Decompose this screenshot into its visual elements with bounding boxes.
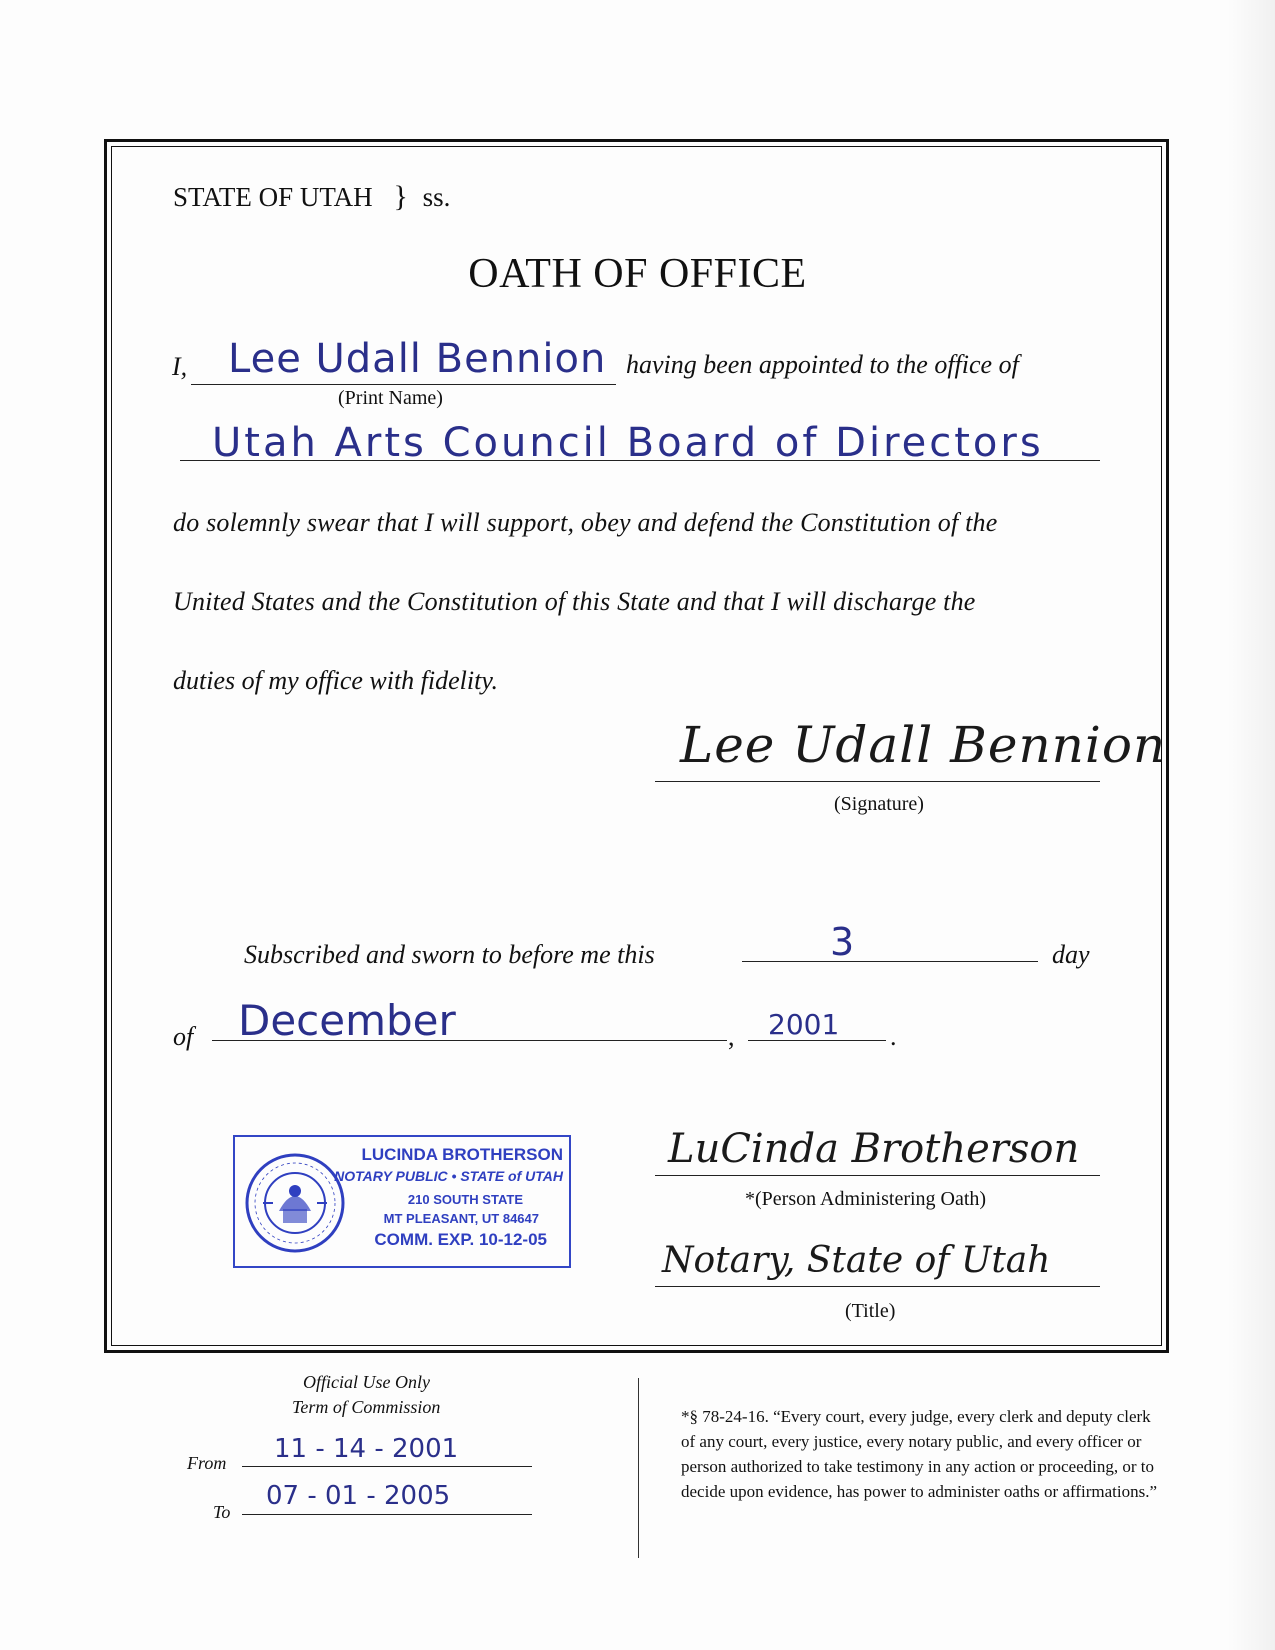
official-use-heading: Official Use Only [303, 1372, 430, 1392]
administrator-caption: *(Person Administering Oath) [745, 1188, 987, 1210]
appointment-suffix: having been appointed to the office of [626, 350, 1019, 379]
to-value: 07 - 01 - 2005 [266, 1481, 451, 1511]
oath-text-line-1: do solemnly swear that I will support, obey and defend the Constitution of the [173, 508, 998, 537]
title-caption: (Title) [845, 1300, 896, 1322]
signature-line [655, 781, 1100, 782]
stamp-title: NOTARY PUBLIC • STATE of UTAH [334, 1168, 563, 1184]
year-value: 2001 [768, 1008, 840, 1041]
statute-note: *§ 78-24-16. “Every court, every judge, every clerk and deputy clerk of any court, every justice, every notary public, and every officer or person authorized to take testimony in any action or proceeding, or to decide upon evidence, has power to administer oaths or affirmations.” [681, 1407, 1158, 1501]
to-line [242, 1514, 532, 1515]
year-period: . [890, 1022, 897, 1051]
administrator-line [655, 1175, 1100, 1176]
from-label: From [187, 1453, 227, 1473]
utah-seal-icon [243, 1151, 347, 1255]
of-label: of [173, 1022, 194, 1051]
to-label: To [213, 1502, 231, 1522]
month-value: December [238, 996, 456, 1045]
venue-brace: } [393, 180, 408, 213]
document-title: OATH OF OFFICE [468, 251, 807, 297]
title-value: Notary, State of Utah [662, 1240, 1051, 1281]
appointment-prefix: I, [172, 352, 188, 381]
subscribed-text: Subscribed and sworn to before me this [244, 940, 655, 969]
day-line [742, 961, 1038, 962]
office-value: Utah Arts Council Board of Directors [212, 420, 1044, 466]
print-name-caption: (Print Name) [338, 387, 443, 409]
from-value: 11 - 14 - 2001 [274, 1434, 459, 1464]
venue-ss: ss. [422, 182, 451, 212]
from-line [242, 1466, 532, 1467]
stamp-city: MT PLEASANT, UT 84647 [383, 1211, 539, 1226]
day-value: 3 [830, 920, 855, 964]
stamp-name: LUCINDA BROTHERSON [361, 1145, 563, 1164]
title-line [655, 1286, 1100, 1287]
page-shadow [1227, 0, 1275, 1650]
term-heading: Term of Commission [292, 1397, 441, 1417]
signature-value: Lee Udall Bennion [680, 716, 1167, 774]
oath-text-line-3: duties of my office with fidelity. [173, 666, 498, 695]
month-comma: , [728, 1022, 735, 1051]
day-label: day [1052, 940, 1090, 969]
stamp-expiration: COMM. EXP. 10-12-05 [374, 1230, 547, 1249]
administrator-signature: LuCinda Brotherson [668, 1126, 1080, 1172]
print-name-line [191, 384, 616, 385]
footer-divider [638, 1378, 639, 1558]
state-name: STATE OF UTAH [173, 182, 373, 212]
stamp-address: 210 SOUTH STATE [407, 1192, 523, 1207]
oath-text-line-2: United States and the Constitution of this State and that I will discharge the [173, 587, 976, 616]
notary-stamp [233, 1135, 571, 1268]
print-name-value: Lee Udall Bennion [228, 336, 607, 382]
signature-caption: (Signature) [834, 793, 924, 815]
venue-header [173, 180, 450, 214]
